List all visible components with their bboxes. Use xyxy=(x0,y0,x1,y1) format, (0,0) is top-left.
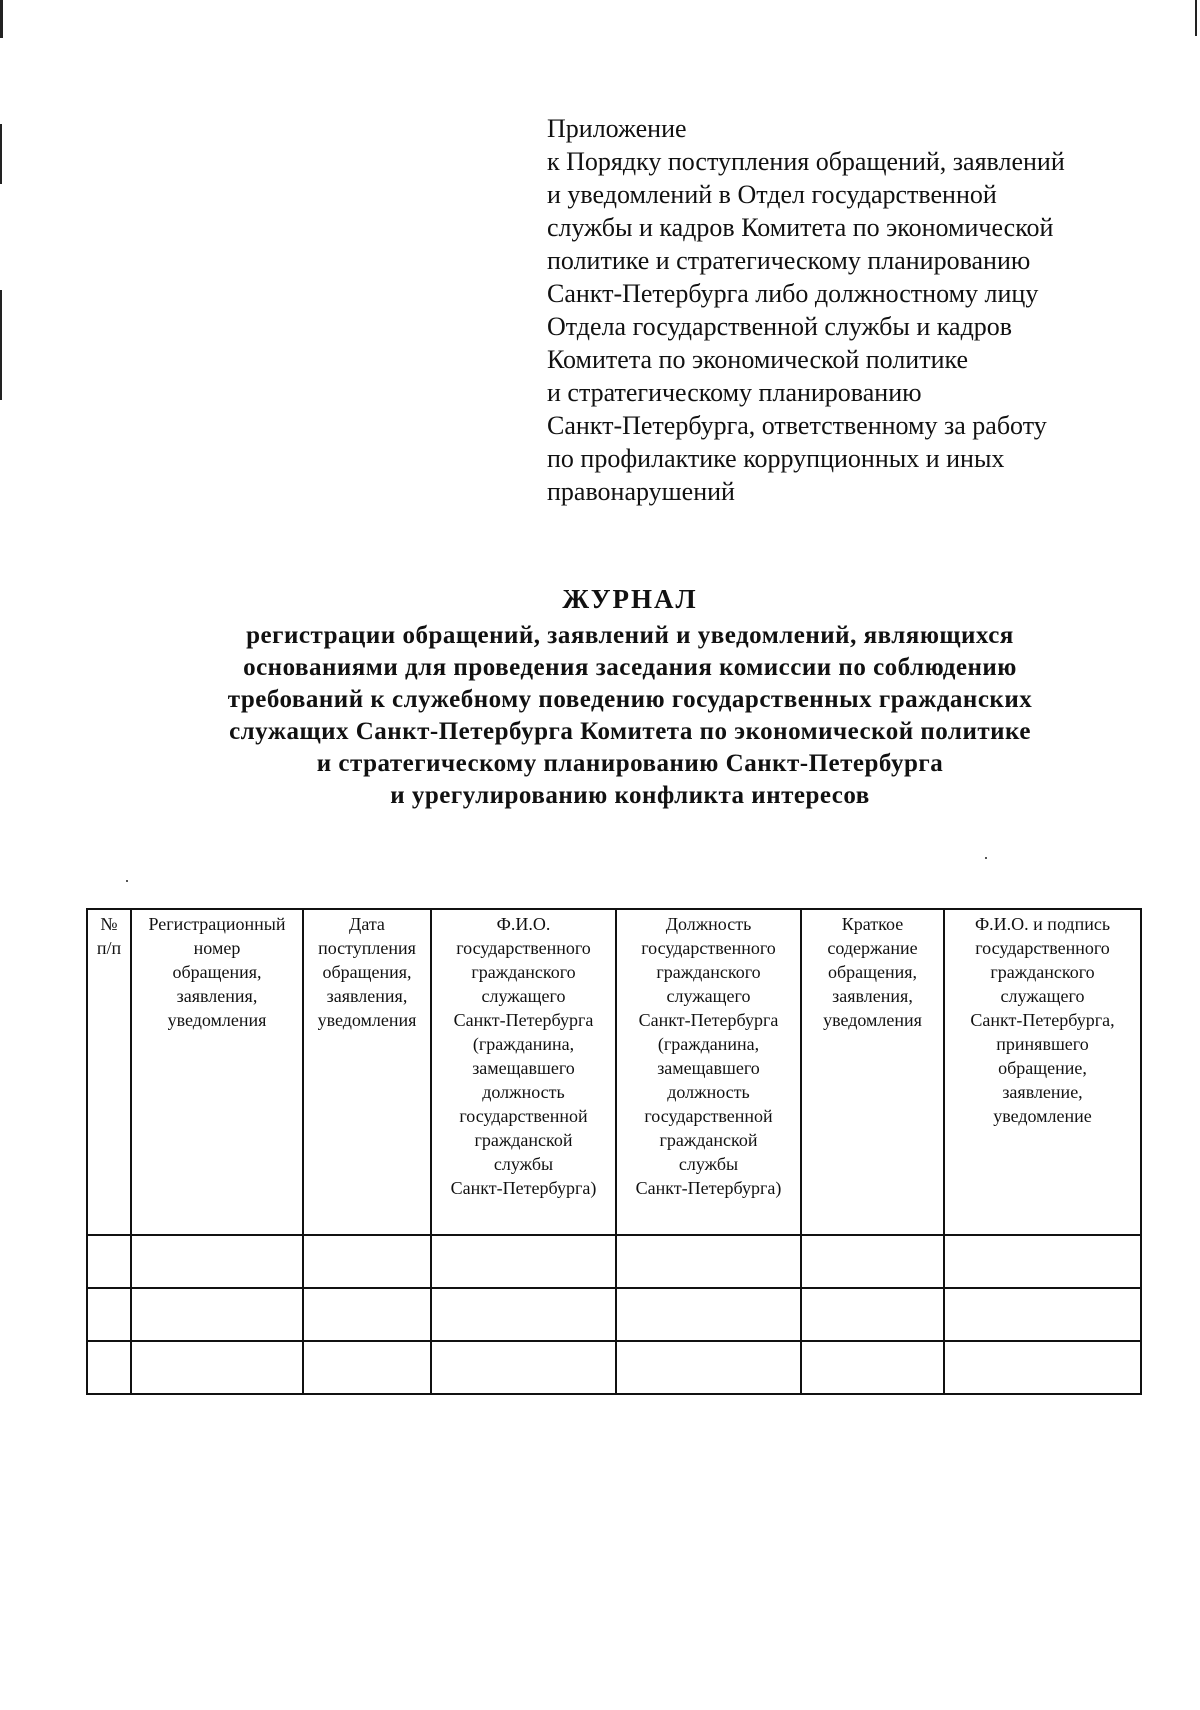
header-line: обращение, xyxy=(998,1058,1087,1078)
header-line: гражданского xyxy=(471,962,576,982)
header-line: заявления, xyxy=(176,986,258,1006)
header-line: заявления, xyxy=(326,986,408,1006)
header-line: обращения, xyxy=(827,962,918,982)
header-line: службы xyxy=(493,1154,554,1174)
header-line: государственного xyxy=(456,938,591,958)
header-line: поступления xyxy=(318,938,416,958)
header-line: Санкт-Петербурга xyxy=(453,1010,594,1030)
column-header-receiver xyxy=(944,909,1141,1235)
header-line: заявления, xyxy=(832,986,913,1006)
header-line: Санкт-Петербурга xyxy=(638,1010,779,1030)
journal-subtitle-line: требований к служебному поведению государственных гражданских xyxy=(227,686,1033,713)
table-row xyxy=(87,1341,1141,1394)
table-cell xyxy=(131,1288,303,1341)
header-line: уведомления xyxy=(167,1010,267,1030)
journal-title: ЖУРНАЛ xyxy=(562,584,698,614)
table-cell xyxy=(944,1288,1141,1341)
header-line: должность xyxy=(667,1082,750,1102)
scan-edge-mark xyxy=(0,290,2,400)
header-line: (гражданина, xyxy=(472,1034,575,1054)
header-line: Должность xyxy=(665,914,752,934)
scan-dot xyxy=(126,880,128,882)
header-line: уведомления xyxy=(317,1010,417,1030)
header-line: уведомление xyxy=(993,1106,1092,1126)
table-cell xyxy=(131,1235,303,1288)
header-line: принявшего xyxy=(996,1034,1089,1054)
header-line: обращения, xyxy=(322,962,412,982)
column-header-date xyxy=(303,909,431,1235)
appendix-line: службы и кадров Комитета по экономической xyxy=(547,213,1054,242)
header-line: уведомления xyxy=(823,1010,922,1030)
header-line: (гражданина, xyxy=(657,1034,760,1054)
header-line: содержание xyxy=(827,938,918,958)
journal-subtitle-line: и урегулированию конфликта интересов xyxy=(390,782,870,809)
table-cell xyxy=(303,1288,431,1341)
table-cell xyxy=(944,1235,1141,1288)
journal-subtitle-line: основаниями для проведения заседания комиссии по соблюдению xyxy=(243,654,1017,681)
header-line: Ф.И.О. и подпись xyxy=(974,914,1111,934)
journal-subtitle-line: служащих Санкт-Петербурга Комитета по экономической политике xyxy=(229,718,1031,745)
header-line: должность xyxy=(482,1082,565,1102)
header-line: Краткое xyxy=(841,914,904,934)
header-line: Дата xyxy=(349,914,385,934)
table-cell xyxy=(801,1288,944,1341)
table-cell xyxy=(87,1235,131,1288)
header-line: номер xyxy=(193,938,241,958)
table-cell xyxy=(801,1341,944,1394)
journal-subtitle-line: регистрации обращений, заявлений и уведомлений, являющихся xyxy=(246,622,1014,649)
header-line: Санкт-Петербурга) xyxy=(450,1178,597,1198)
journal-subtitle-line: и стратегическому планированию Санкт-Петербурга xyxy=(316,750,944,777)
header-line: службы xyxy=(678,1154,739,1174)
column-header-number xyxy=(87,909,131,1235)
table-cell xyxy=(801,1235,944,1288)
header-line: государственного xyxy=(975,938,1110,958)
appendix-line: по профилактике коррупционных и иных xyxy=(547,444,1005,473)
table-cell xyxy=(303,1235,431,1288)
appendix-line: правонарушений xyxy=(547,477,735,506)
header-line: обращения, xyxy=(172,962,262,982)
header-line: Санкт-Петербурга, xyxy=(970,1010,1115,1030)
appendix-line: Санкт-Петербурга либо должностному лицу xyxy=(547,279,1039,308)
table-cell xyxy=(616,1235,801,1288)
column-header-full-name xyxy=(431,909,616,1235)
appendix-block xyxy=(547,112,1147,508)
header-line: государственной xyxy=(644,1106,773,1126)
header-line: гражданской xyxy=(659,1130,758,1150)
appendix-line: Комитета по экономической политике xyxy=(547,345,969,374)
table-cell xyxy=(616,1341,801,1394)
header-line: № xyxy=(100,914,118,934)
appendix-line: Приложение xyxy=(547,114,687,143)
table-cell xyxy=(87,1341,131,1394)
scan-edge-mark xyxy=(0,0,3,38)
table-cell xyxy=(431,1288,616,1341)
scan-edge-mark xyxy=(1195,0,1197,36)
table-cell xyxy=(131,1341,303,1394)
appendix-line: и уведомлений в Отдел государственной xyxy=(547,180,997,209)
table-cell xyxy=(431,1235,616,1288)
journal-subtitle xyxy=(90,620,1170,812)
table-cell xyxy=(87,1288,131,1341)
column-header-position xyxy=(616,909,801,1235)
appendix-line: Отдела государственной службы и кадров xyxy=(547,312,1013,341)
header-line: Регистрационный xyxy=(148,914,286,934)
appendix-line: к Порядку поступления обращений, заявлений xyxy=(547,147,1065,176)
header-line: гражданского xyxy=(990,962,1095,982)
table-row xyxy=(87,1235,1141,1288)
header-line: служащего xyxy=(666,986,751,1006)
column-header-registration-number xyxy=(131,909,303,1235)
register-table xyxy=(86,908,1142,1395)
appendix-line: и стратегическому планированию xyxy=(547,378,922,407)
header-line: Санкт-Петербурга) xyxy=(635,1178,782,1198)
table-cell xyxy=(616,1288,801,1341)
header-line: государственного xyxy=(641,938,776,958)
table-cell xyxy=(303,1341,431,1394)
header-line: служащего xyxy=(481,986,566,1006)
header-line: гражданской xyxy=(474,1130,573,1150)
appendix-line: Санкт-Петербурга, ответственному за работу xyxy=(547,411,1047,440)
table-header-row xyxy=(87,909,1141,1235)
header-line: заявление, xyxy=(1002,1082,1083,1102)
scan-dot xyxy=(985,857,987,859)
column-header-summary xyxy=(801,909,944,1235)
header-line: служащего xyxy=(1000,986,1085,1006)
header-line: гражданского xyxy=(656,962,761,982)
table-row xyxy=(87,1288,1141,1341)
table-cell xyxy=(431,1341,616,1394)
header-line: п/п xyxy=(96,938,122,958)
header-line: государственной xyxy=(459,1106,588,1126)
appendix-line: политике и стратегическому планированию xyxy=(547,246,1031,275)
scan-edge-mark xyxy=(0,124,2,184)
table-cell xyxy=(944,1341,1141,1394)
header-line: замещавшего xyxy=(472,1058,575,1078)
header-line: замещавшего xyxy=(657,1058,760,1078)
header-line: Ф.И.О. xyxy=(496,914,551,934)
